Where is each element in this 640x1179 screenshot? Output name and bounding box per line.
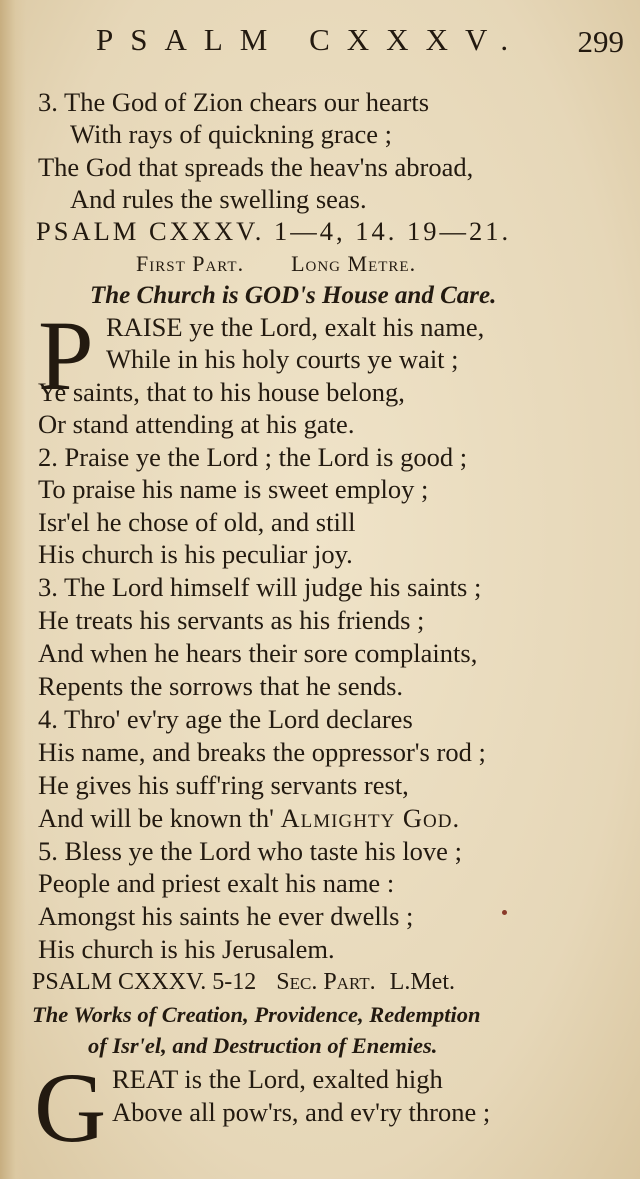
verse-line: With rays of quickning grace ; <box>70 119 392 149</box>
verse-line: 2. Praise ye the Lord ; the Lord is good ; <box>38 442 468 472</box>
part-heading <box>136 248 416 280</box>
verse-line: Ye saints, that to his house belong, <box>38 377 405 407</box>
running-head: PSALM CXXXV. <box>96 22 526 57</box>
psalm-heading: PSALM CXXXV. 1—4, 14. 19—21. <box>36 216 512 246</box>
psalm-argument: The Church is GOD's House and Care. <box>90 282 497 309</box>
verse-line: His church is his peculiar joy. <box>38 539 353 569</box>
verse-line: Isr'el he chose of old, and still <box>38 507 356 537</box>
verse-line: 3. The Lord himself will judge his saints ; <box>38 572 482 602</box>
verse-line-text: And will be known th' <box>38 803 274 833</box>
verse-line: And when he hears their sore complaints, <box>38 638 478 668</box>
drop-cap: G <box>34 1052 107 1163</box>
verse-line: While in his holy courts ye wait ; <box>106 344 459 374</box>
small-caps-text: Almighty God. <box>280 803 461 833</box>
verse-line: Amongst his saints he ever dwells ; <box>38 901 414 931</box>
page-gutter-shadow <box>0 0 26 1179</box>
ink-spot <box>502 910 507 915</box>
verse-line: He treats his servants as his friends ; <box>38 605 425 635</box>
verse-line: And rules the swelling seas. <box>70 184 367 214</box>
verse-line: Above all pow'rs, and ev'ry throne ; <box>112 1097 491 1127</box>
verse-line: 5. Bless ye the Lord who taste his love ; <box>38 836 462 866</box>
verse-line: To praise his name is sweet employ ; <box>38 474 429 504</box>
verse-line: Or stand attending at his gate. <box>38 409 355 439</box>
psalm-heading-second <box>32 966 455 998</box>
verse-line: REAT is the Lord, exalted high <box>112 1064 443 1094</box>
verse-line: People and priest exalt his name : <box>38 868 395 898</box>
part-label: First Part. <box>136 251 245 276</box>
page-header <box>0 18 640 62</box>
psalm-argument: The Works of Creation, Providence, Redemption <box>32 1002 481 1027</box>
verse-line: His church is his Jerusalem. <box>38 934 335 964</box>
drop-cap: P <box>38 300 94 411</box>
verse-line <box>38 802 460 834</box>
verse-line: Repents the sorrows that he sends. <box>38 671 404 701</box>
verse-line: 3. The God of Zion chears our hearts <box>38 87 430 117</box>
verse-line: 4. Thro' ev'ry age the Lord declares <box>38 704 413 734</box>
part-label: Sec. Part. <box>276 969 376 995</box>
metre-label: Long Metre. <box>291 251 417 276</box>
psalm-title: PSALM CXXXV. 5-12 <box>32 969 257 995</box>
verse-line: The God that spreads the heav'ns abroad, <box>38 152 474 182</box>
verse-line: He gives his suff'ring servants rest, <box>38 770 409 800</box>
psalm-argument: of Isr'el, and Destruction of Enemies. <box>88 1033 438 1058</box>
page-number: 299 <box>577 24 624 59</box>
metre-label: L.Met. <box>389 969 455 995</box>
verse-line: RAISE ye the Lord, exalt his name, <box>106 312 485 342</box>
verse-line: His name, and breaks the oppressor's rod ; <box>38 737 486 767</box>
